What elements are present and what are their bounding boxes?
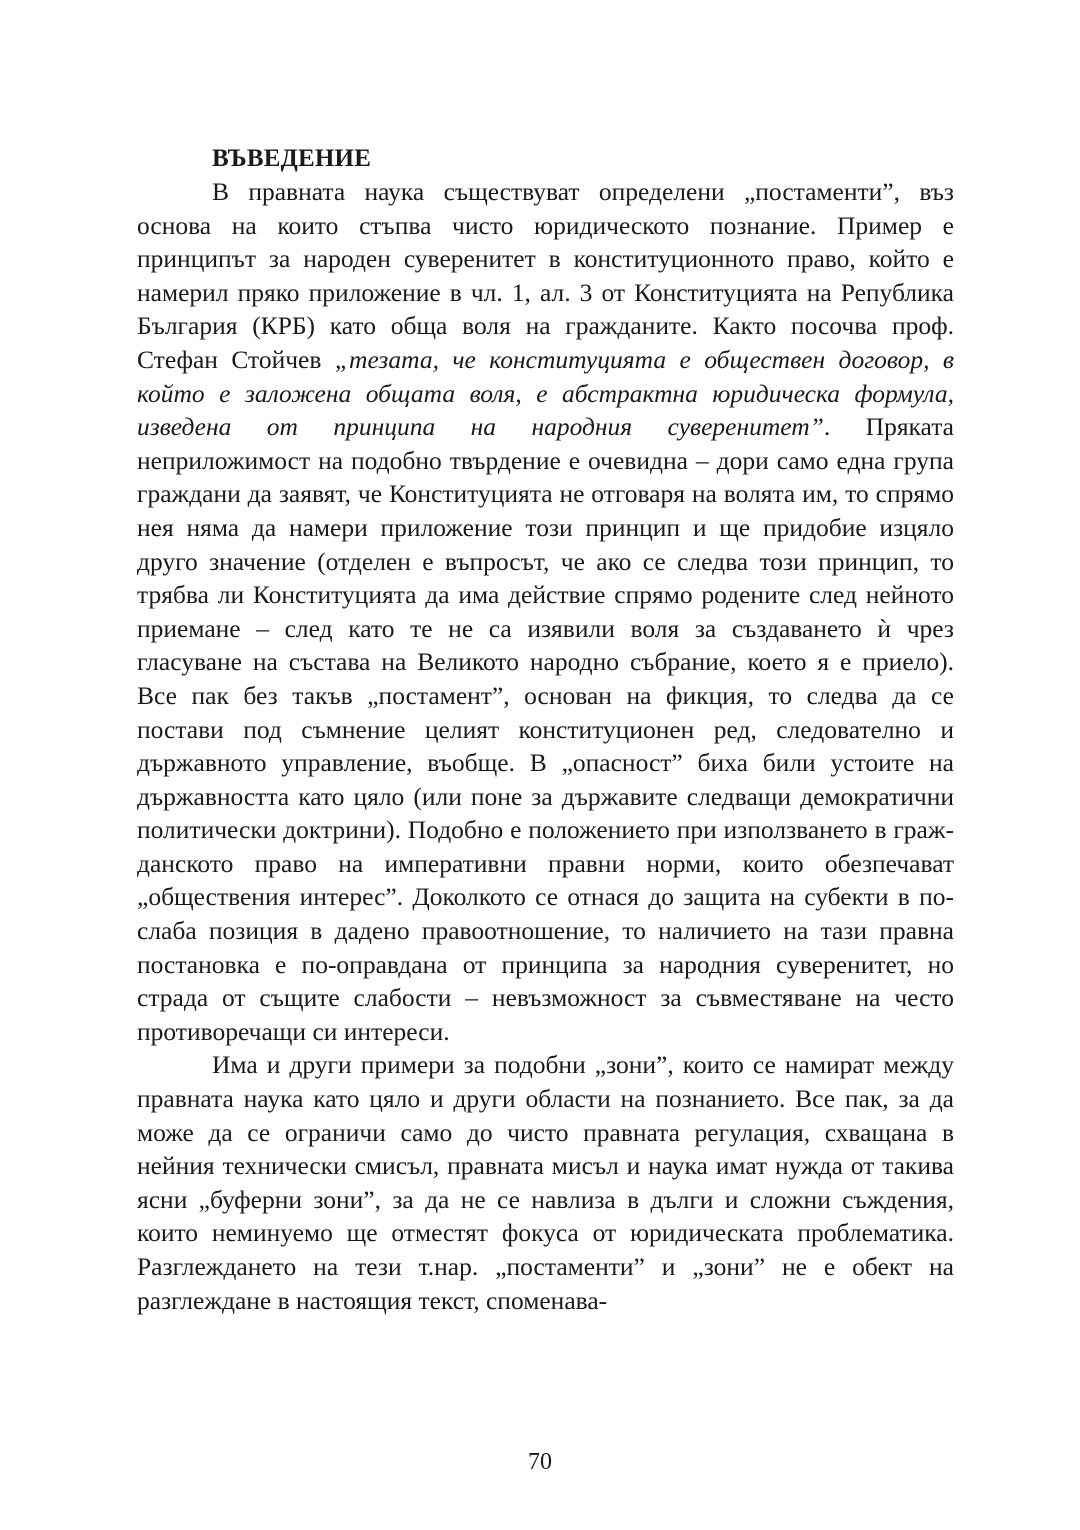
italic-quote: „тезата, че конституцията е обществен договор, в който е заложена общата воля, е абстрактна юридическа формула, изведена от принципа на народния суверенитет” xyxy=(137,344,954,442)
paragraph-1 xyxy=(137,175,954,1048)
page-number: 70 xyxy=(528,1449,552,1475)
paragraph-1-text-b: . Пряката неприложимост на подобно твърдение е очевидна – дори само една група граждани да заявят, че Конституцията не отговаря на волята им, то спрямо нея няма да намери приложение този принцип и ще придобие изцяло друго значение (отделен е въпросът, че ако се следва този принцип, то трябва ли Конституцията да има действие спрямо родените след нейното приемане – след като те не са изявили воля за създаването ѝ чрез гласуване на състава на Великото народно събрание, което я е приело). Все пак без такъв „постамент”, основан на фикция, то следва да се постави под съмнение целият конституционен ред, следователно и държавното управление, въобще. В „опасност” биха били устоите на държавността като цяло (или поне за държавите следващи демократични политически доктрини). Подобно е положението при използването в гражданското право на императивни правни норми, които обезпечават „обществения интерес”. Доколкото се отнася до защита на субекти в по-слаба позиция в дадено правоотношение, то наличието на тази правна постановка е по-оправдана от принципа за народния суверенитет, но страда от същите слабости – невъзможност за съвместяване на често противоречащи си интереси. xyxy=(137,412,954,1046)
page-body xyxy=(137,142,954,1317)
paragraph-2: Има и други примери за подобни „зони”, които се намират между правната наука като цяло и други области на познанието. Все пак, за да може да се ограничи само до чисто правната регулация, схващана в нейния технически смисъл, правната мисъл и наука имат нужда от такива ясни „буферни зони”, за да не се навлиза в дълги и сложни съждения, които неминуемо ще отместят фокуса от юридическата проблематика. Разглеждането на тези т.нар. „постаменти” и „зони” не е обект на разглеждане в настоящия текст, споменава- xyxy=(137,1050,954,1315)
paragraph-1-text-a: В правната наука съществуват определени „постаменти”, въз основа на които стъпва чисто юридическото познание. Пример е принципът за народен суверенитет в конституционното право, който е намерил пряко приложение в чл. 1, ал. 3 от Конституцията на Република България (КРБ) като обща воля на гражданите. Както посочва проф. Стефан Стойчев xyxy=(137,177,954,374)
section-heading: ВЪВЕДЕНИЕ xyxy=(212,145,372,172)
